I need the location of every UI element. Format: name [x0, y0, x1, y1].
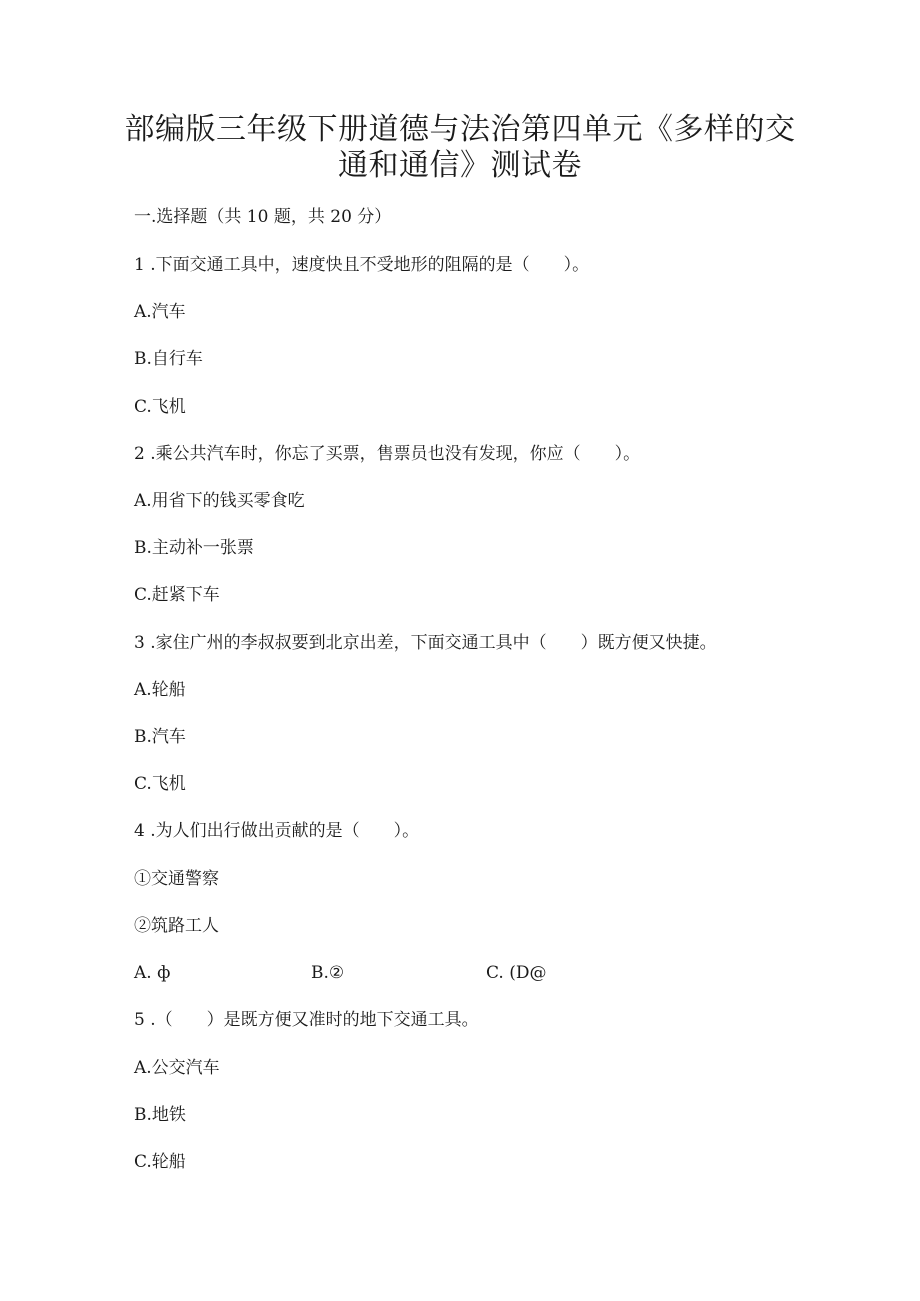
- question-1-option-a: A.汽车: [134, 302, 186, 322]
- question-1-option-c: C.飞机: [134, 397, 186, 417]
- question-4-option-b: B.②: [311, 963, 345, 983]
- question-2-option-c: C.赶紧下车: [134, 585, 220, 605]
- question-4-item-1: ①交通警察: [134, 869, 219, 889]
- question-1-option-b: B.自行车: [134, 349, 203, 369]
- question-4-item-2: ②筑路工人: [134, 916, 219, 936]
- question-2-stem: 2 .乘公共汽车时，你忘了买票，售票员也没有发现，你应（ ）。: [134, 444, 641, 464]
- question-5-option-a: A.公交汽车: [134, 1058, 220, 1078]
- question-3-option-c: C.飞机: [134, 774, 186, 794]
- question-3-option-b: B.汽车: [134, 727, 186, 747]
- question-4-options: [134, 962, 734, 984]
- question-2-option-a: A.用省下的钱买零食吃: [134, 491, 305, 511]
- page-title-line-2: 通和通信》测试卷: [338, 148, 582, 183]
- page-title-line-1: 部编版三年级下册道德与法治第四单元《多样的交: [124, 112, 796, 147]
- question-5-stem: 5 .（ ）是既方便又准时的地下交通工具。: [134, 1010, 479, 1030]
- question-4-stem: 4 .为人们出行做出贡献的是（ ）。: [134, 821, 420, 841]
- question-4-option-c: C. (D@: [486, 963, 547, 983]
- question-5-option-b: B.地铁: [134, 1105, 186, 1125]
- question-3-option-a: A.轮船: [134, 680, 186, 700]
- section-heading: 一.选择题（共 10 题，共 20 分）: [134, 207, 392, 227]
- question-3-stem: 3 .家住广州的李叔叔要到北京出差，下面交通工具中（ ）既方便又快捷。: [134, 633, 717, 653]
- question-5-option-c: C.轮船: [134, 1152, 186, 1172]
- question-2-option-b: B.主动补一张票: [134, 538, 254, 558]
- question-1-stem: 1 .下面交通工具中，速度快且不受地形的阻隔的是（ ）。: [134, 255, 590, 275]
- question-4-option-a: A. ф: [134, 963, 171, 983]
